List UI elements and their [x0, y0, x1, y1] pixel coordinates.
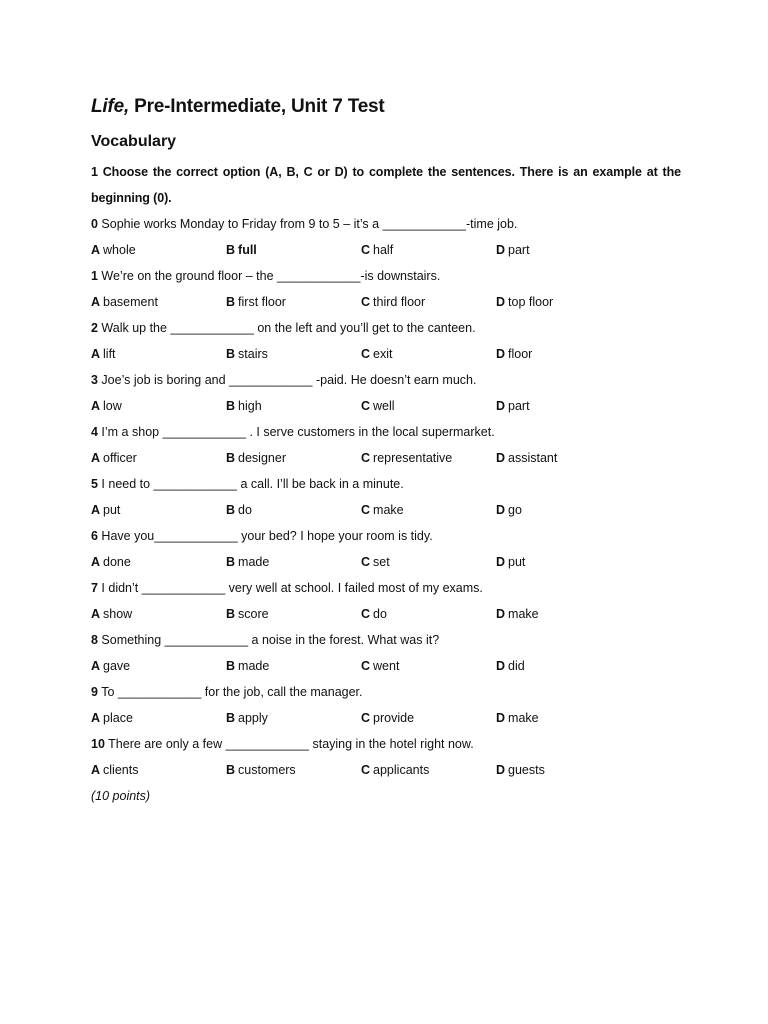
option-a [91, 393, 122, 419]
option-letter: A [91, 555, 101, 569]
option-text: do [238, 503, 252, 517]
options-row [91, 757, 681, 783]
question-text-line [91, 419, 681, 445]
option-letter: A [91, 295, 101, 309]
option-letter: C [361, 451, 371, 465]
option-letter: B [226, 347, 236, 361]
option-text: high [238, 399, 262, 413]
option-text: first floor [238, 295, 286, 309]
option-a [91, 653, 130, 679]
question-number: 1 [91, 269, 98, 283]
option-text: applicants [373, 763, 430, 777]
option-text: lift [103, 347, 116, 361]
option-letter: B [226, 399, 236, 413]
option-b [226, 757, 296, 783]
question-9 [91, 679, 681, 731]
option-d [496, 445, 557, 471]
option-a [91, 549, 131, 575]
instructions-text: Choose the correct option (A, B, C or D) to complete the sentences. There is an example at the beginning (0). [91, 165, 681, 205]
question-5 [91, 471, 681, 523]
option-d [496, 289, 553, 315]
option-a [91, 445, 137, 471]
option-text: low [103, 399, 122, 413]
option-letter: D [496, 711, 506, 725]
option-letter: B [226, 295, 236, 309]
option-letter: C [361, 503, 371, 517]
option-letter: B [226, 607, 236, 621]
option-d [496, 705, 539, 731]
option-text: stairs [238, 347, 268, 361]
option-text: put [103, 503, 121, 517]
question-text-line [91, 211, 681, 237]
question-text: I’m a shop ____________ . I serve customers in the local supermarket. [97, 425, 495, 439]
option-text: third floor [373, 295, 426, 309]
option-text: apply [238, 711, 268, 725]
option-text: gave [103, 659, 131, 673]
option-text: designer [238, 451, 286, 465]
question-7 [91, 575, 681, 627]
option-letter: B [226, 555, 236, 569]
option-c [361, 393, 395, 419]
question-number: 2 [91, 321, 98, 335]
option-letter: B [226, 243, 236, 257]
option-letter: D [496, 659, 506, 673]
option-a [91, 341, 116, 367]
option-letter: C [361, 659, 371, 673]
question-text: I didn’t ____________ very well at school. I failed most of my exams. [97, 581, 483, 595]
options-row [91, 237, 681, 263]
option-text: whole [103, 243, 136, 257]
option-letter: A [91, 503, 101, 517]
instructions [91, 159, 681, 211]
question-text: I need to ____________ a call. I’ll be back in a minute. [97, 477, 404, 491]
option-c [361, 289, 425, 315]
option-text: customers [238, 763, 296, 777]
question-number: 10 [91, 737, 105, 751]
option-text: show [103, 607, 133, 621]
option-text: make [508, 607, 539, 621]
options-row [91, 601, 681, 627]
option-d [496, 757, 545, 783]
option-text: made [238, 659, 270, 673]
option-text: put [508, 555, 526, 569]
option-letter: B [226, 451, 236, 465]
options-row [91, 549, 681, 575]
options-row [91, 497, 681, 523]
option-letter: D [496, 451, 506, 465]
option-c [361, 653, 399, 679]
option-letter: A [91, 243, 101, 257]
option-letter: C [361, 607, 371, 621]
option-text: do [373, 607, 387, 621]
question-number: 9 [91, 685, 98, 699]
option-b [226, 497, 252, 523]
option-c [361, 601, 387, 627]
option-text: done [103, 555, 131, 569]
question-text-line [91, 315, 681, 341]
section-heading: Vocabulary [91, 133, 177, 150]
option-c [361, 445, 452, 471]
option-letter: D [496, 295, 506, 309]
option-b [226, 237, 257, 263]
option-text: make [373, 503, 404, 517]
question-text-line [91, 679, 681, 705]
option-text: half [373, 243, 394, 257]
option-letter: C [361, 399, 371, 413]
option-c [361, 549, 390, 575]
title-italic: Life, [91, 96, 130, 117]
option-letter: D [496, 399, 506, 413]
option-text: went [373, 659, 400, 673]
option-letter: A [91, 711, 101, 725]
option-letter: D [496, 763, 506, 777]
options-row [91, 445, 681, 471]
options-row [91, 341, 681, 367]
option-letter: B [226, 503, 236, 517]
option-letter: D [496, 347, 506, 361]
option-text: make [508, 711, 539, 725]
question-text-line [91, 731, 681, 757]
title-rest: Pre-Intermediate, Unit 7 Test [129, 96, 385, 117]
option-d [496, 549, 525, 575]
question-list [91, 211, 681, 783]
option-c [361, 757, 429, 783]
question-1 [91, 263, 681, 315]
option-text: part [508, 399, 530, 413]
option-text: did [508, 659, 525, 673]
question-number: 6 [91, 529, 98, 543]
question-text-line [91, 367, 681, 393]
option-letter: D [496, 243, 506, 257]
option-letter: C [361, 555, 371, 569]
option-text: exit [373, 347, 393, 361]
option-text: assistant [508, 451, 558, 465]
option-letter: B [226, 659, 236, 673]
option-c [361, 341, 392, 367]
question-text-line [91, 575, 681, 601]
option-text: floor [508, 347, 533, 361]
question-number: 0 [91, 217, 98, 231]
option-letter: A [91, 399, 101, 413]
option-letter: D [496, 607, 506, 621]
question-text: Something ____________ a noise in the forest. What was it? [97, 633, 440, 647]
option-text: full [238, 243, 257, 257]
option-text: well [373, 399, 395, 413]
option-letter: A [91, 659, 101, 673]
option-text: basement [103, 295, 158, 309]
option-d [496, 237, 530, 263]
question-6 [91, 523, 681, 575]
option-text: score [238, 607, 269, 621]
option-letter: A [91, 347, 101, 361]
option-text: part [508, 243, 530, 257]
question-number: 5 [91, 477, 98, 491]
options-row [91, 653, 681, 679]
test-page [91, 94, 681, 809]
question-4 [91, 419, 681, 471]
question-text-line [91, 263, 681, 289]
page-title [91, 94, 681, 120]
instructions-number: 1 [91, 165, 98, 179]
option-c [361, 705, 414, 731]
option-d [496, 601, 539, 627]
question-10 [91, 731, 681, 783]
option-a [91, 237, 136, 263]
question-text-line [91, 627, 681, 653]
option-letter: C [361, 295, 371, 309]
question-8 [91, 627, 681, 679]
option-d [496, 341, 532, 367]
question-number: 8 [91, 633, 98, 647]
option-a [91, 601, 132, 627]
question-0 [91, 211, 681, 263]
option-text: representative [373, 451, 453, 465]
option-text: top floor [508, 295, 554, 309]
option-a [91, 757, 138, 783]
option-letter: D [496, 555, 506, 569]
option-c [361, 497, 404, 523]
question-text: Sophie works Monday to Friday from 9 to 5 – it’s a ____________-time job. [97, 217, 518, 231]
option-a [91, 705, 133, 731]
question-text-line [91, 471, 681, 497]
question-text: We’re on the ground floor – the ____________-is downstairs. [97, 269, 441, 283]
option-b [226, 653, 269, 679]
option-text: officer [103, 451, 137, 465]
option-letter: C [361, 243, 371, 257]
option-letter: A [91, 607, 101, 621]
option-b [226, 601, 269, 627]
question-text: To ____________ for the job, call the manager. [97, 685, 363, 699]
options-row [91, 705, 681, 731]
option-letter: C [361, 347, 371, 361]
option-letter: C [361, 711, 371, 725]
option-b [226, 341, 268, 367]
option-text: provide [373, 711, 415, 725]
question-text-line [91, 523, 681, 549]
option-c [361, 237, 393, 263]
question-text: There are only a few ____________ staying in the hotel right now. [104, 737, 474, 751]
question-2 [91, 315, 681, 367]
question-number: 4 [91, 425, 98, 439]
option-letter: B [226, 711, 236, 725]
option-b [226, 393, 262, 419]
option-letter: D [496, 503, 506, 517]
question-number: 3 [91, 373, 98, 387]
option-text: set [373, 555, 390, 569]
option-letter: A [91, 451, 101, 465]
option-letter: C [361, 763, 371, 777]
option-letter: A [91, 763, 101, 777]
option-text: guests [508, 763, 545, 777]
option-b [226, 289, 286, 315]
option-d [496, 393, 530, 419]
question-text: Joe’s job is boring and ____________ -paid. He doesn’t earn much. [97, 373, 477, 387]
question-3 [91, 367, 681, 419]
option-a [91, 497, 120, 523]
question-number: 7 [91, 581, 98, 595]
option-b [226, 705, 268, 731]
option-text: made [238, 555, 270, 569]
option-letter: B [226, 763, 236, 777]
option-d [496, 497, 522, 523]
points-note: (10 points) [91, 789, 151, 803]
option-d [496, 653, 525, 679]
options-row [91, 393, 681, 419]
question-text: Have you____________ your bed? I hope your room is tidy. [97, 529, 433, 543]
option-b [226, 549, 269, 575]
option-text: go [508, 503, 522, 517]
options-row [91, 289, 681, 315]
option-text: place [103, 711, 133, 725]
question-text: Walk up the ____________ on the left and you’ll get to the canteen. [97, 321, 476, 335]
option-a [91, 289, 158, 315]
option-b [226, 445, 286, 471]
option-text: clients [103, 763, 139, 777]
